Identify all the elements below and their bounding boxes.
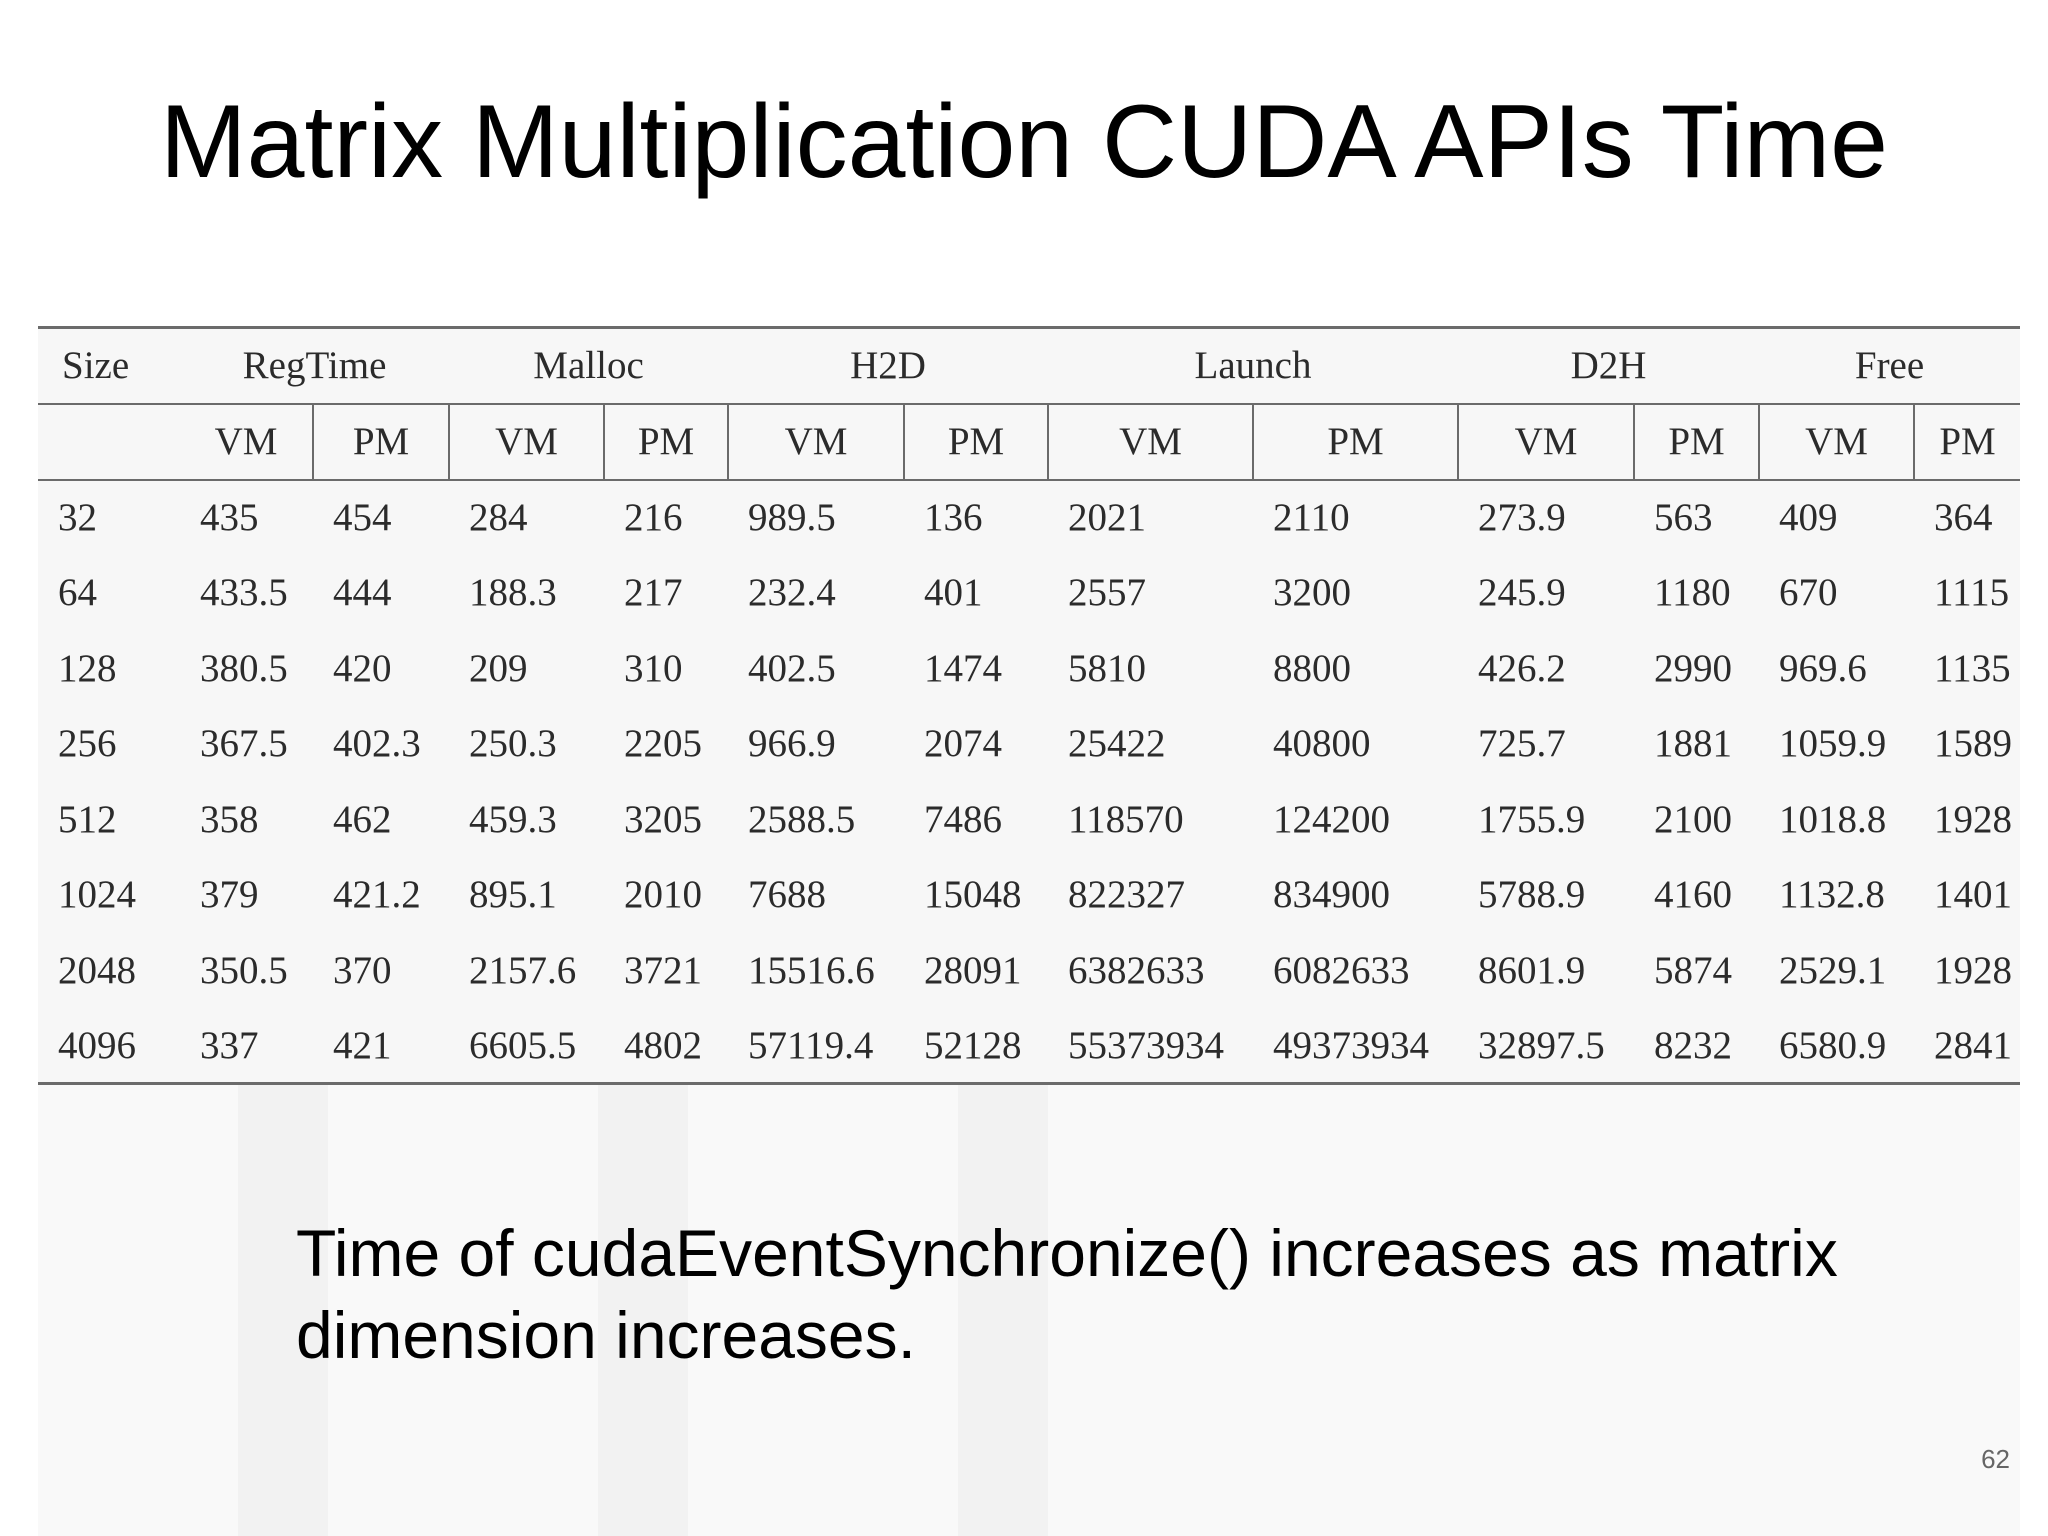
value-cell: 420	[333, 646, 392, 690]
value-cell: 337	[200, 1023, 259, 1067]
value-cell: 40800	[1273, 722, 1371, 766]
value-cell: 284	[469, 496, 528, 540]
sub-header-pm: PM	[1939, 420, 1996, 463]
table-row	[38, 706, 2020, 782]
sub-header-vm: VM	[1759, 404, 1914, 480]
value-cell: 8601.9	[1478, 948, 1586, 992]
value-cell: 6382633	[1068, 948, 1205, 992]
value-cell: 5810	[1068, 646, 1147, 690]
value-cell: 55373934	[1068, 1023, 1225, 1067]
value-cell: 273.9	[1478, 496, 1566, 540]
value-cell: 1881	[1654, 722, 1733, 766]
cuda-api-time-table	[38, 326, 2020, 1085]
value-cell: 2841	[1934, 1023, 2013, 1067]
value-cell: 2588.5	[748, 797, 856, 841]
value-cell: 367.5	[200, 722, 288, 766]
value-cell: 2010	[624, 873, 703, 917]
value-cell: 2205	[624, 722, 703, 766]
value-cell: 49373934	[1273, 1023, 1430, 1067]
value-cell: 15048	[924, 873, 1022, 917]
value-cell: 1589	[1934, 722, 2013, 766]
size-cell: 64	[58, 571, 97, 615]
value-cell: 1928	[1934, 948, 2013, 992]
value-cell: 2529.1	[1779, 948, 1887, 992]
value-cell: 250.3	[469, 722, 557, 766]
value-cell: 822327	[1068, 873, 1186, 917]
value-cell: 5788.9	[1478, 873, 1586, 917]
value-cell: 1474	[924, 646, 1003, 690]
value-cell: 426.2	[1478, 646, 1566, 690]
value-cell: 310	[624, 646, 683, 690]
value-cell: 1059.9	[1779, 722, 1887, 766]
value-cell: 1132.8	[1779, 873, 1885, 917]
value-cell: 350.5	[200, 948, 288, 992]
value-cell: 3721	[624, 948, 703, 992]
value-cell: 1180	[1654, 571, 1731, 615]
value-cell: 834900	[1273, 873, 1391, 917]
value-cell: 2990	[1654, 646, 1733, 690]
value-cell: 6580.9	[1779, 1023, 1887, 1067]
sub-header-row	[38, 404, 2020, 480]
value-cell: 459.3	[469, 797, 557, 841]
value-cell: 52128	[924, 1023, 1022, 1067]
value-cell: 6605.5	[469, 1023, 577, 1067]
value-cell: 402.3	[333, 722, 421, 766]
value-cell: 421	[333, 1023, 392, 1067]
value-cell: 216	[624, 496, 683, 540]
value-cell: 217	[624, 571, 683, 615]
value-cell: 6082633	[1273, 948, 1410, 992]
group-header-d2h: D2H	[1570, 344, 1647, 388]
value-cell: 433.5	[200, 571, 288, 615]
value-cell: 7688	[748, 873, 827, 917]
value-cell: 670	[1779, 571, 1838, 615]
value-cell: 563	[1654, 496, 1713, 540]
value-cell: 444	[333, 571, 392, 615]
value-cell: 454	[333, 496, 392, 540]
group-header-launch: Launch	[1194, 344, 1312, 388]
value-cell: 25422	[1068, 722, 1166, 766]
value-cell: 3200	[1273, 571, 1352, 615]
group-header-row	[38, 328, 2020, 404]
size-header: Size	[62, 344, 130, 388]
value-cell: 28091	[924, 948, 1022, 992]
size-cell: 1024	[58, 873, 136, 917]
table-row	[38, 1008, 2020, 1084]
table-row	[38, 933, 2020, 1009]
value-cell: 402.5	[748, 646, 836, 690]
value-cell: 966.9	[748, 722, 836, 766]
value-cell: 401	[924, 571, 983, 615]
value-cell: 188.3	[469, 571, 557, 615]
value-cell: 8800	[1273, 646, 1352, 690]
value-cell: 358	[200, 797, 259, 841]
slide-title: Matrix Multiplication CUDA APIs Time	[159, 84, 1889, 200]
value-cell: 1018.8	[1779, 797, 1887, 841]
sub-header-pm: PM	[604, 404, 728, 480]
value-cell: 2110	[1273, 496, 1350, 540]
value-cell: 409	[1779, 496, 1838, 540]
value-cell: 462	[333, 797, 392, 841]
value-cell: 364	[1934, 496, 1993, 540]
size-cell: 2048	[58, 948, 136, 992]
value-cell: 895.1	[469, 873, 557, 917]
page-number: 62	[1981, 1444, 2010, 1474]
value-cell: 209	[469, 646, 528, 690]
value-cell: 380.5	[200, 646, 288, 690]
value-cell: 370	[333, 948, 392, 992]
value-cell: 124200	[1273, 797, 1391, 841]
value-cell: 118570	[1068, 797, 1184, 841]
value-cell: 725.7	[1478, 722, 1566, 766]
sub-header-vm: VM	[449, 404, 604, 480]
value-cell: 1135	[1934, 646, 2011, 690]
size-cell: 32	[58, 496, 97, 540]
sub-header-vm: VM	[1048, 404, 1253, 480]
size-cell: 128	[58, 646, 117, 690]
value-cell: 421.2	[333, 873, 421, 917]
group-header-malloc: Malloc	[533, 344, 644, 388]
sub-header-pm: PM	[313, 404, 449, 480]
value-cell: 2021	[1068, 496, 1147, 540]
value-cell: 4802	[624, 1023, 703, 1067]
value-cell: 15516.6	[748, 948, 875, 992]
value-cell: 57119.4	[748, 1023, 874, 1067]
sub-header-vm: VM	[180, 404, 313, 480]
sub-header-vm: VM	[728, 404, 904, 480]
value-cell: 2557	[1068, 571, 1147, 615]
value-cell: 245.9	[1478, 571, 1566, 615]
size-cell: 4096	[58, 1023, 136, 1067]
size-cell: 256	[58, 722, 117, 766]
value-cell: 3205	[624, 797, 703, 841]
group-header-regtime: RegTime	[242, 344, 387, 388]
sub-header-vm: VM	[1458, 404, 1634, 480]
value-cell: 379	[200, 873, 259, 917]
value-cell: 969.6	[1779, 646, 1867, 690]
table-row	[38, 631, 2020, 707]
value-cell: 7486	[924, 797, 1003, 841]
value-cell: 2157.6	[469, 948, 577, 992]
size-cell: 512	[58, 797, 117, 841]
value-cell: 232.4	[748, 571, 836, 615]
value-cell: 5874	[1654, 948, 1733, 992]
value-cell: 1928	[1934, 797, 2013, 841]
value-cell: 2074	[924, 722, 1003, 766]
table-row	[38, 782, 2020, 858]
group-header-h2d: H2D	[850, 344, 926, 388]
table-body	[38, 480, 2020, 1084]
value-cell: 1755.9	[1478, 797, 1586, 841]
table-row	[38, 555, 2020, 631]
table-row	[38, 857, 2020, 933]
value-cell: 32897.5	[1478, 1023, 1605, 1067]
table-row	[38, 480, 2020, 556]
group-header-free: Free	[1854, 344, 1925, 388]
value-cell: 136	[924, 496, 983, 540]
sub-header-pm: PM	[1253, 404, 1458, 480]
value-cell: 8232	[1654, 1023, 1733, 1067]
sub-header-empty	[38, 404, 180, 480]
value-cell: 2100	[1654, 797, 1733, 841]
value-cell: 1401	[1934, 873, 2013, 917]
value-cell: 4160	[1654, 873, 1733, 917]
value-cell: 1115	[1934, 571, 2010, 615]
value-cell: 435	[200, 496, 259, 540]
slide-note: Time of cudaEventSynchronize() increases as matrix dimension increases.	[296, 1216, 1838, 1372]
value-cell: 989.5	[748, 496, 836, 540]
sub-header-pm: PM	[904, 404, 1048, 480]
sub-header-pm: PM	[1634, 404, 1759, 480]
